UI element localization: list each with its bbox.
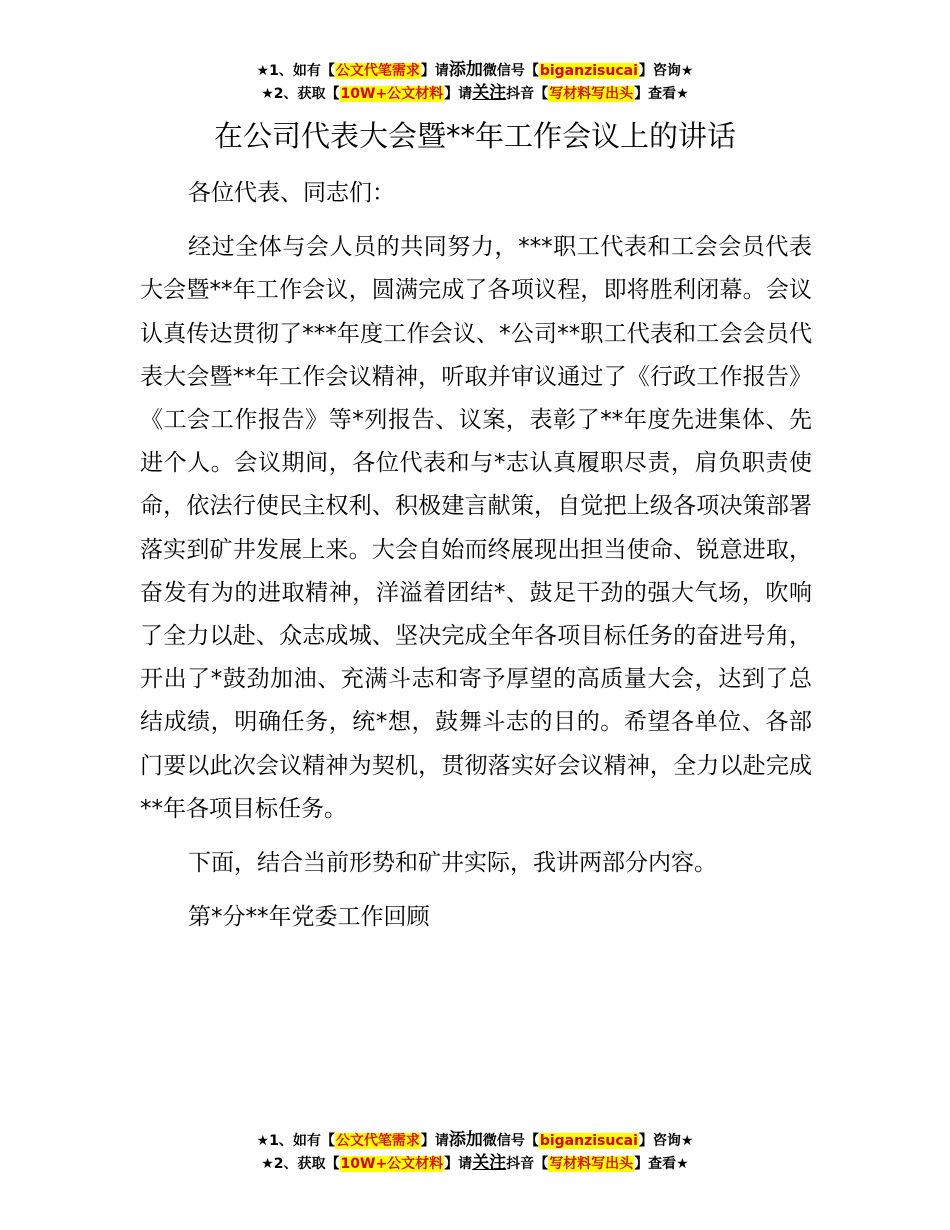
- banner-emphasis: 添加: [448, 60, 483, 80]
- banner-text: 】咨询★: [638, 1133, 694, 1149]
- highlight-materials: 10W+公文材料: [340, 1156, 444, 1172]
- banner-emphasis: 关注: [472, 1153, 507, 1173]
- bottom-banner: [0, 1129, 950, 1175]
- banner-text: ★1、如有【: [256, 1133, 335, 1149]
- banner-text: 】查看★: [634, 1156, 689, 1172]
- salutation: 各位代表、同志们：: [188, 180, 395, 206]
- banner-line-2: [0, 82, 950, 105]
- banner-emphasis: 添加: [448, 1130, 483, 1150]
- banner-emphasis: 关注: [472, 83, 507, 103]
- document-title: 在公司代表大会暨**年工作会议上的讲话: [213, 119, 736, 153]
- banner-line-2: [0, 1152, 950, 1175]
- banner-text: 抖音【: [506, 1156, 549, 1172]
- paragraph: 下面，结合当前形势和矿井实际，我讲两部分内容。: [188, 850, 717, 877]
- banner-text: ★2、获取【: [261, 86, 340, 102]
- highlight-materials: 10W+公文材料: [340, 86, 444, 102]
- banner-text: 】请: [444, 1156, 473, 1172]
- banner-text: 】咨询★: [638, 63, 694, 79]
- top-banner: [0, 59, 950, 105]
- banner-text: 】请: [420, 63, 449, 79]
- banner-text: 】查看★: [634, 86, 689, 102]
- banner-text: 抖音【: [506, 86, 549, 102]
- banner-line-1: [0, 1129, 950, 1152]
- banner-text: 微信号【: [482, 1133, 539, 1149]
- banner-text: ★1、如有【: [256, 63, 335, 79]
- highlight-service: 公文代笔需求: [335, 63, 420, 79]
- paragraph: 经过全体与会人员的共同努力，***职工代表和工会会员代表大会暨**年工作会议，圆满完成了各项议程，即将胜利闭幕。会议认真传达贯彻了***年度工作会议、*公司**职工代表和工会会员代表大会暨**年工作会议精神，听取并审议通过了《行政工作报告》《工会工作报告》等*列报告、议案，表彰了**年度先进集体、先进个人。会议期间，各位代表和与*志认真履职尽责，肩负职责使命，依法行使民主权利、积极建言献策，自觉把上级各项决策部署落实到矿井发展上来。大会自始而终展现出担当使命、锐意进取，奋发有为的进取精神，洋溢着团结*、鼓足干劲的强大气场，吹响了全力以赴、众志成城、坚决完成全年各项目标任务的奋进号角，开出了*鼓劲加油、充满斗志和寄予厚望的高质量大会，达到了总结成绩，明确任务，统*想，鼓舞斗志的目的。希望各单位、各部门要以此次会议精神为契机，贯彻落实好会议精神，全力以赴完成**年各项目标任务。: [140, 234, 812, 822]
- highlight-wechat-id: biganzisucai: [539, 63, 638, 79]
- highlight-wechat-id: biganzisucai: [539, 1133, 638, 1149]
- highlight-service: 公文代笔需求: [335, 1133, 420, 1149]
- banner-text: ★2、获取【: [261, 1156, 340, 1172]
- highlight-douyin-account: 写材料写出头: [549, 1156, 634, 1172]
- banner-text: 微信号【: [482, 63, 539, 79]
- highlight-douyin-account: 写材料写出头: [549, 86, 634, 102]
- banner-text: 】请: [420, 1133, 449, 1149]
- banner-line-1: [0, 59, 950, 82]
- section-heading: 第*分**年党委工作回顾: [188, 904, 430, 931]
- banner-text: 】请: [444, 86, 473, 102]
- document-body: [140, 172, 812, 939]
